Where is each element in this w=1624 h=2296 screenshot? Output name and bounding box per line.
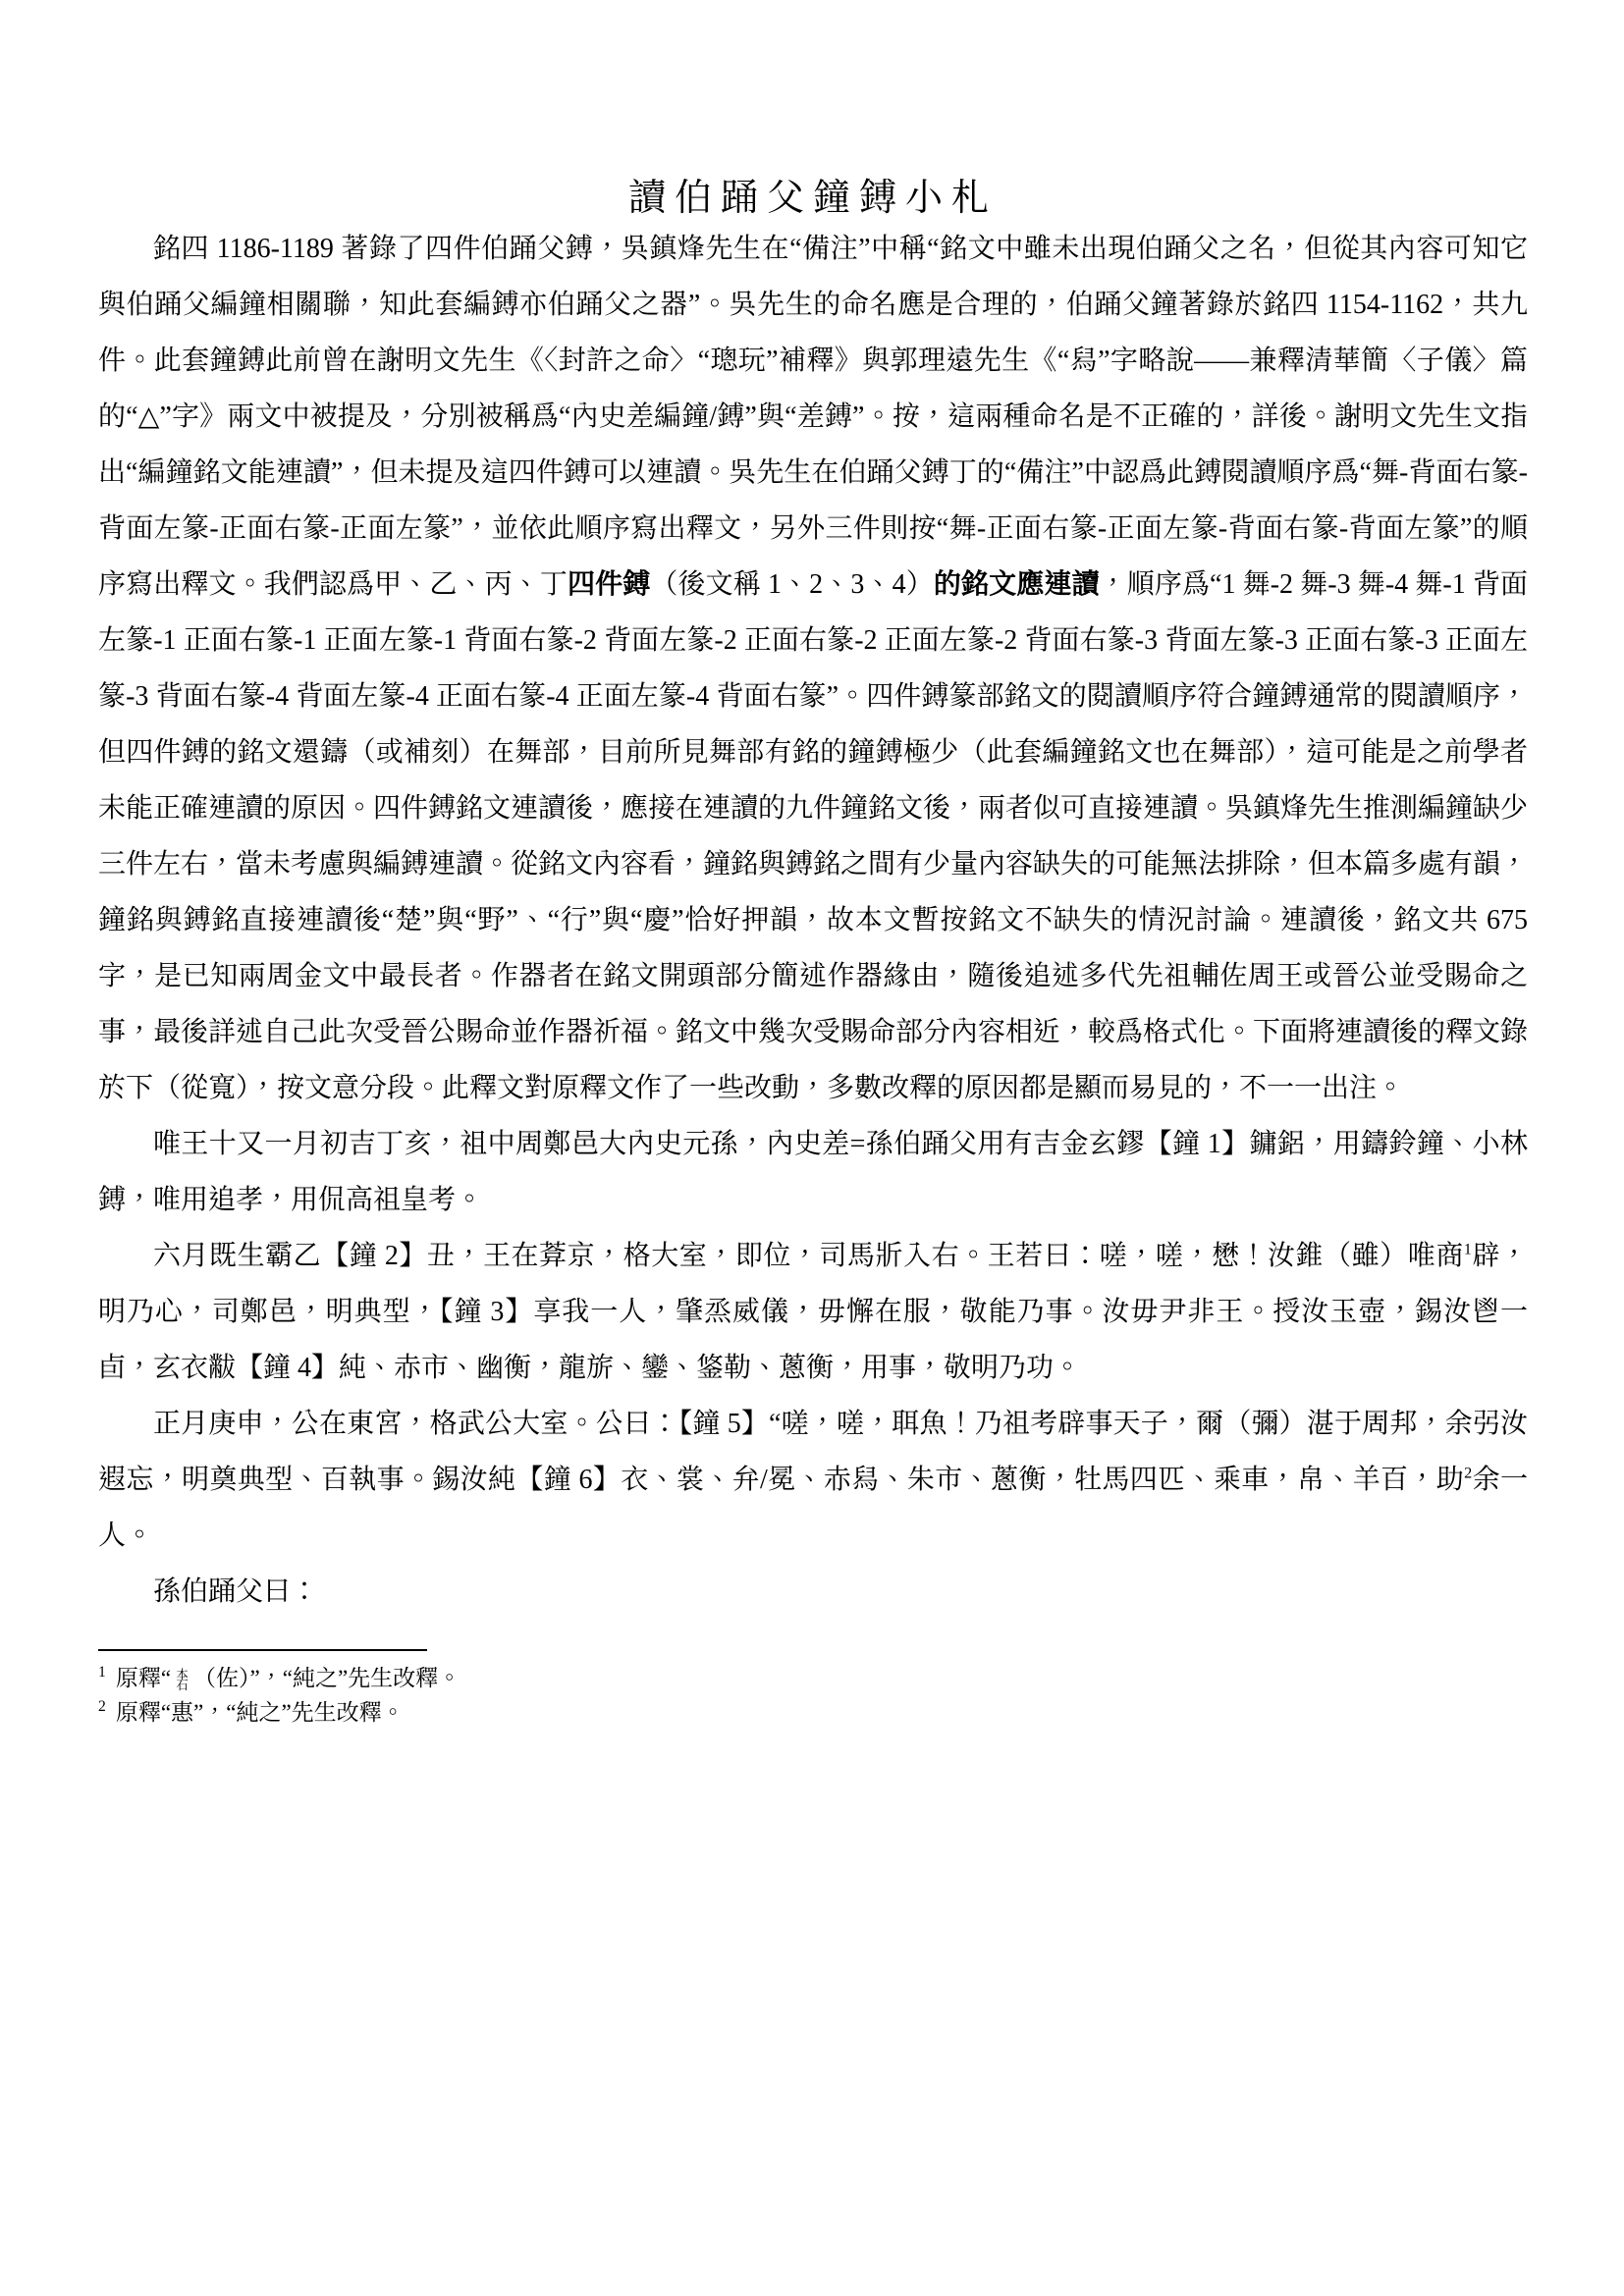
paragraph-intro-discussion bbox=[98, 221, 1528, 1116]
footnote-text-2 bbox=[116, 1700, 405, 1725]
paragraph-inscription-2 bbox=[98, 1228, 1528, 1396]
text-run: 唯王十又一月初吉丁亥，祖中周鄭邑大內史元孫，內史差=孫伯踊父用有吉金玄鏐【鐘 1】鏞鋁，用鑄鈴鐘、小林鎛，唯用追孝，用侃高祖皇考。 bbox=[98, 1129, 1528, 1215]
text-run: 余一人。 bbox=[98, 1465, 1528, 1551]
footnote-marker-1: 1 bbox=[98, 1664, 106, 1682]
footnote-reference: 2 bbox=[1464, 1464, 1473, 1482]
footnote-1 bbox=[98, 1661, 1528, 1695]
text-run: 六月既生霸乙【鐘 2】丑，王在葊京，格大室，即位，司馬斨入右。王若曰：嗟，嗟，懋！汝錐（雖）唯商 bbox=[153, 1241, 1464, 1271]
text-run: 正月庚申，公在東宮，格武公大室。公曰：【鐘 5】“嗟，嗟，聑魚！乃祖考辟事天子，爾（彌）湛于周邦，余弜汝遐忘，明奠典型、百執事。錫汝純【鐘 6】衣、裳、弁/冕、赤舄、朱市、蔥衡，牡馬四匹、乘車，帛、羊百，助 bbox=[98, 1409, 1528, 1495]
text-run: （佐）”，“純之”先生改釋。 bbox=[193, 1666, 461, 1690]
text-run: ，順序爲“1 舞-2 舞-3 舞-4 舞-1 背面左篆-1 正面右篆-1 正面左篆-1 背面右篆-2 背面左篆-2 正面右篆-2 正面左篆-2 背面右篆-3 背面左篆-3 正面右篆-3 正面左篆-3 背面右篆-4 背面左篆-4 正面右篆-4 正面左篆-4 背面右篆”。四件鎛篆部銘文的閱讀順序符合鐘鎛通常的閱讀順序，但四件鎛的銘文還鑄（或補刻）在舞部，目前所見舞部有銘的鐘鎛極少（此套編鐘銘文也在舞部），這可能是之前學者未能正確連讀的原因。四件鎛銘文連讀後，應接在連讀的九件鐘銘文後，兩者似可直接連讀。吳鎮烽先生推測編鐘缺少三件左右，當未考慮與編鎛連讀。從銘文內容看，鐘銘與鎛銘之間有少量內容缺失的可能無法排除，但本篇多處有韻，鐘銘與鎛銘直接連讀後“楚”與“野”、“行”與“慶”恰好押韻，故本文暫按銘文不缺失的情況討論。連讀後，銘文共 675 字，是已知兩周金文中最長者。作器者在銘文開頭部分簡述作器緣由，隨後追述多代先祖輔佐周王或晉公並受賜命之事，最後詳述自己此次受晉公賜命並作器祈福。銘文中幾次受賜命部分內容相近，較爲格式化。下面將連讀後的釋文錄於下（從寬），按文意分段。此釋文對原釋文作了一些改動，多數改釋的原因都是顯而易見的，不一一出注。 bbox=[98, 569, 1529, 1103]
bold-text: 四件鎛 bbox=[568, 569, 651, 600]
text-run: （後文稱 1、2、3、4） bbox=[650, 569, 934, 600]
footnote-text-1 bbox=[115, 1666, 461, 1693]
footnote-divider bbox=[98, 1649, 427, 1651]
bold-text: 的銘文應連讀 bbox=[933, 569, 1100, 600]
text-run: 原釋“惠”，“純之”先生改釋。 bbox=[115, 1700, 405, 1725]
footnote-marker-2: 2 bbox=[98, 1698, 106, 1716]
footnote-reference: 1 bbox=[1463, 1240, 1472, 1258]
footnote-2 bbox=[98, 1695, 1528, 1730]
text-run: 原釋“ bbox=[115, 1666, 172, 1690]
unencoded-character: 本 石 bbox=[176, 1667, 189, 1693]
text-run: 辟，明乃心，司鄭邑，明典型，【鐘 3】享我一人，肇烝威儀，毋懈在服，敬能乃事。汝毋尹非王。授汝玉壺，錫汝鬯一卣，玄衣黻【鐘 4】純、赤市、幽衡，龍旂、鑾、鋚勒、蔥衡，用事，敬明乃功。 bbox=[98, 1241, 1528, 1383]
paragraph-speaker-line bbox=[98, 1564, 1528, 1620]
paragraph-inscription-3 bbox=[98, 1396, 1528, 1564]
text-run: 孫伯踊父曰： bbox=[153, 1576, 319, 1607]
page-title: 讀伯踊父鐘鎛小札 bbox=[627, 178, 998, 219]
text-run: 銘四 1186-1189 著錄了四件伯踊父鎛，吳鎮烽先生在“備注”中稱“銘文中雖未出現伯踊父之名，但從其內容可知它與伯踊父編鐘相關聯，知此套編鎛亦伯踊父之器”。吳先生的命名應是合理的，伯踊父鐘著錄於銘四 1154-1162，共九件。此套鐘鎛此前曾在謝明文先生《〈封許之命〉“璁玩”補釋》與郭理遠先生《“舄”字略說——兼釋清華簡〈子儀〉篇的“△”字》兩文中被提及，分別被稱爲“內史差編鐘/鎛”與“差鎛”。按，這兩種命名是不正確的，詳後。謝明文先生文指出“編鐘銘文能連讀”，但未提及這四件鎛可以連讀。吳先生在伯踊父鎛丁的“備注”中認爲此鎛閱讀順序爲“舞-背面右篆-背面左篆-正面右篆-正面左篆”，並依此順序寫出釋文，另外三件則按“舞-正面右篆-正面左篆-背面右篆-背面左篆”的順序寫出釋文。我們認爲甲、乙、丙、丁 bbox=[98, 234, 1529, 600]
paragraph-inscription-1 bbox=[98, 1116, 1528, 1228]
